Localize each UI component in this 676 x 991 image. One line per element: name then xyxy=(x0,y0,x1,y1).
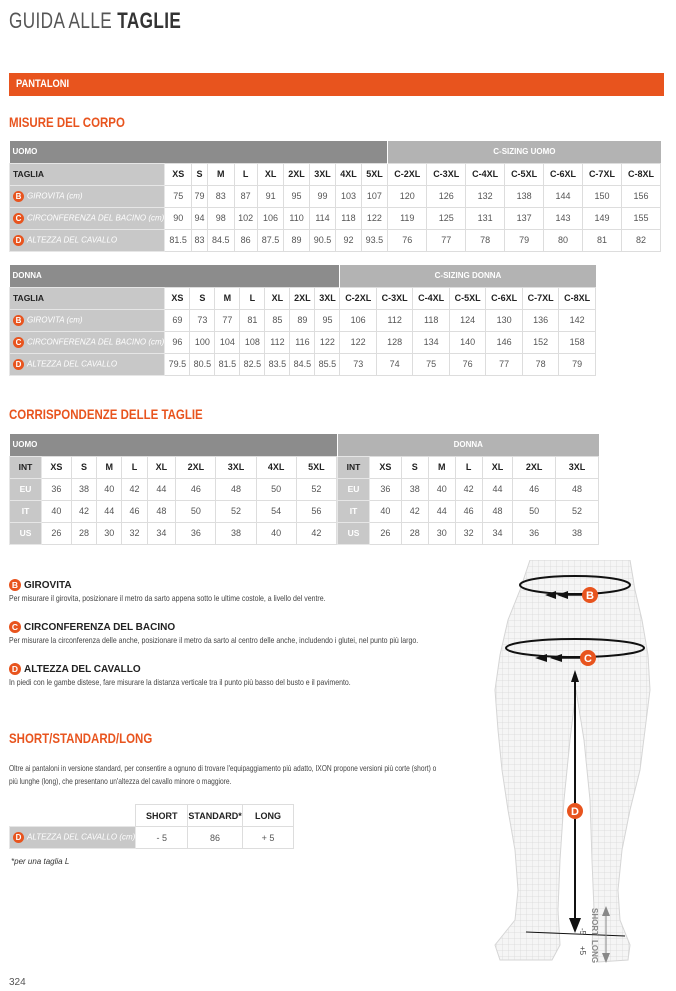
table-cell: 52 xyxy=(296,478,336,500)
row-label xyxy=(10,353,165,375)
table-cell: 50 xyxy=(256,478,296,500)
size-column-header: 3XL xyxy=(556,456,599,478)
table-cell: 132 xyxy=(466,185,505,207)
table-cell: 78 xyxy=(522,353,558,375)
size-column-header: M xyxy=(215,287,240,309)
table-cell: 32 xyxy=(122,522,147,544)
badge-d-icon: D xyxy=(13,359,24,370)
table-cell: 73 xyxy=(190,309,215,331)
size-column-header: C-4XL xyxy=(466,163,505,185)
size-column-header: XS xyxy=(165,163,192,185)
row-label: EU xyxy=(10,478,42,500)
table-cell: 32 xyxy=(455,522,482,544)
section-title-body-measures: MISURE DEL CORPO xyxy=(9,114,125,130)
long-label: LONG xyxy=(590,940,599,964)
table-cell: 96 xyxy=(165,331,190,353)
category-band xyxy=(9,73,664,96)
table-cell: 106 xyxy=(340,309,376,331)
table-cell: 79 xyxy=(559,353,596,375)
size-column-header: 3XL xyxy=(315,287,340,309)
table-cell: 42 xyxy=(122,478,147,500)
size-column-header: 2XL xyxy=(513,456,556,478)
category-label: PANTALONI xyxy=(16,78,70,90)
table-row xyxy=(10,478,337,500)
table-cell: 48 xyxy=(482,500,513,522)
size-header-row xyxy=(10,456,337,478)
table-cell: 110 xyxy=(284,207,309,229)
table-cell: 28 xyxy=(71,522,96,544)
badge-d-icon: D xyxy=(13,832,24,843)
table-cell: 38 xyxy=(556,522,599,544)
badge-b-icon: B xyxy=(9,579,21,591)
table-cell: 90.5 xyxy=(309,229,336,251)
table-cell: 50 xyxy=(176,500,216,522)
table-cell: 38 xyxy=(401,478,428,500)
row-label: EU xyxy=(338,478,370,500)
section-title-correspondence: CORRISPONDENZE DELLE TAGLIE xyxy=(9,406,203,422)
badge-d-icon: D xyxy=(571,806,579,818)
size-column-header: 2XL xyxy=(176,456,216,478)
table-cell: 48 xyxy=(147,500,176,522)
table-cell: 137 xyxy=(505,207,544,229)
table-cell: 46 xyxy=(513,478,556,500)
table-cell: 81 xyxy=(582,229,621,251)
table-body-measures-donna xyxy=(9,265,596,376)
table-cell: 26 xyxy=(370,522,402,544)
table-cell: 44 xyxy=(147,478,176,500)
table-cell: 114 xyxy=(309,207,336,229)
row-label-text: CIRCONFERENZA DEL BACINO (cm) xyxy=(27,337,165,347)
description-title: GIROVITA xyxy=(24,579,72,591)
short-label: SHORT xyxy=(590,908,599,936)
table-row xyxy=(10,500,337,522)
table-lengths xyxy=(9,804,294,849)
size-column-header: 2XL xyxy=(284,163,309,185)
size-column-header: S xyxy=(192,163,208,185)
table-cell: 131 xyxy=(466,207,505,229)
row-label: US xyxy=(338,522,370,544)
table-cell: 95 xyxy=(315,309,340,331)
group-label: UOMO xyxy=(10,434,337,456)
table-cell: 112 xyxy=(265,331,290,353)
description-text: Per misurare la circonferenza delle anche, posizionare il metro da sarto al centro delle anche, includendo i glutei, nel punto più largo. xyxy=(9,635,419,645)
row-label xyxy=(10,185,165,207)
table-cell: 107 xyxy=(361,185,388,207)
row-label: IT xyxy=(338,500,370,522)
size-column-header: M xyxy=(97,456,122,478)
badge-d-icon: D xyxy=(13,235,24,246)
group-row xyxy=(10,434,337,456)
group-label: DONNA xyxy=(10,265,340,287)
table-cell: 119 xyxy=(388,207,427,229)
size-column-header: C-5XL xyxy=(449,287,485,309)
table-cell: 46 xyxy=(455,500,482,522)
table-cell: 90 xyxy=(165,207,192,229)
value-standard: 86 xyxy=(188,827,243,849)
table-cell: 122 xyxy=(315,331,340,353)
legs-figure xyxy=(490,560,676,980)
plus-label: +5 xyxy=(578,946,587,956)
table-cell: 52 xyxy=(216,500,256,522)
size-header-row xyxy=(10,287,596,309)
table-cell: 89 xyxy=(290,309,315,331)
table-cell: 134 xyxy=(413,331,449,353)
size-column-header: 5XL xyxy=(296,456,336,478)
table-cell: 94 xyxy=(192,207,208,229)
table-cell: 38 xyxy=(216,522,256,544)
table-cell: 40 xyxy=(428,478,455,500)
table-cell: 146 xyxy=(486,331,522,353)
table-body-measures-uomo xyxy=(9,141,661,252)
table-cell: 83 xyxy=(207,185,234,207)
table-cell: 144 xyxy=(544,185,583,207)
badge-b-icon: B xyxy=(13,315,24,326)
table-cell: 36 xyxy=(370,478,402,500)
table-cell: 73 xyxy=(340,353,376,375)
table-cell: 156 xyxy=(621,185,660,207)
table-row xyxy=(10,353,596,375)
table-cell: 87.5 xyxy=(257,229,284,251)
badge-c-icon: C xyxy=(9,621,21,633)
table-cell: 82.5 xyxy=(240,353,265,375)
table-cell: 86 xyxy=(234,229,257,251)
table-cell: 34 xyxy=(147,522,176,544)
badge-d-icon: D xyxy=(9,663,21,675)
table-cell: 30 xyxy=(97,522,122,544)
row-label-text: CIRCONFERENZA DEL BACINO (cm) xyxy=(27,213,165,223)
table-cell: 40 xyxy=(97,478,122,500)
table-cell: 76 xyxy=(388,229,427,251)
table-cell: 26 xyxy=(42,522,72,544)
size-column-header: C-3XL xyxy=(427,163,466,185)
size-column-header: 4XL xyxy=(256,456,296,478)
size-column-header: 4XL xyxy=(336,163,361,185)
description-text: Per misurare il girovita, posizionare il metro da sarto appena sotto le ultime costole, a livello del ventre. xyxy=(9,593,326,603)
page-title-bold: TAGLIE xyxy=(117,8,182,33)
footnote: *per una taglia L xyxy=(11,857,70,866)
table-row xyxy=(10,331,596,353)
table-cell: 152 xyxy=(522,331,558,353)
badge-b-icon: B xyxy=(586,590,594,602)
table-row xyxy=(10,522,337,544)
table-cell: 79 xyxy=(505,229,544,251)
table-cell: 28 xyxy=(401,522,428,544)
table-cell: 124 xyxy=(449,309,485,331)
table-row xyxy=(338,478,599,500)
size-column-header: L xyxy=(455,456,482,478)
table-cell: 89 xyxy=(284,229,309,251)
size-column-header: C-8XL xyxy=(559,287,596,309)
table-cell: 104 xyxy=(215,331,240,353)
description-girovita xyxy=(9,579,489,603)
table-cell: 44 xyxy=(482,478,513,500)
value-long: + 5 xyxy=(242,827,293,849)
table-cell: 85 xyxy=(265,309,290,331)
table-cell: 143 xyxy=(544,207,583,229)
group-row xyxy=(10,141,661,163)
description-title: ALTEZZA DEL CAVALLO xyxy=(24,663,141,675)
size-column-header: C-2XL xyxy=(340,287,376,309)
csizing-label: C-SIZING UOMO xyxy=(388,141,661,163)
row-label-text: GIROVITA (cm) xyxy=(27,315,83,325)
table-cell: 69 xyxy=(165,309,190,331)
table-cell: 83.5 xyxy=(265,353,290,375)
table-row xyxy=(10,185,661,207)
table-cell: 84.5 xyxy=(290,353,315,375)
table-cell: 30 xyxy=(428,522,455,544)
table-cell: 77 xyxy=(215,309,240,331)
table-cell: 48 xyxy=(216,478,256,500)
table-cell: 54 xyxy=(256,500,296,522)
size-column-header: C-5XL xyxy=(505,163,544,185)
empty-cell xyxy=(10,805,136,827)
table-correspondence-uomo xyxy=(9,434,337,545)
group-label: DONNA xyxy=(338,434,599,456)
size-column-header: M xyxy=(207,163,234,185)
table-cell: 77 xyxy=(486,353,522,375)
col-short: SHORT xyxy=(136,805,188,827)
table-cell: 122 xyxy=(361,207,388,229)
table-cell: 120 xyxy=(388,185,427,207)
table-cell: 98 xyxy=(207,207,234,229)
description-text: In piedi con le gambe distese, fare misurare la distanza verticale tra il punto più basso del busto e il pavimento. xyxy=(9,677,351,687)
minus-label: -5 xyxy=(578,928,587,936)
table-cell: 142 xyxy=(559,309,596,331)
size-column-header: C-2XL xyxy=(388,163,427,185)
size-column-header: C-6XL xyxy=(486,287,522,309)
col-standard: STANDARD* xyxy=(188,805,243,827)
table-cell: 81.5 xyxy=(215,353,240,375)
row-label: IT xyxy=(10,500,42,522)
table-cell: 81.5 xyxy=(165,229,192,251)
table-cell: 46 xyxy=(122,500,147,522)
int-header: INT xyxy=(338,456,370,478)
int-header: INT xyxy=(10,456,42,478)
size-column-header: M xyxy=(428,456,455,478)
table-cell: 100 xyxy=(190,331,215,353)
table-cell: 91 xyxy=(257,185,284,207)
table-cell: 36 xyxy=(513,522,556,544)
table-cell: 80 xyxy=(544,229,583,251)
size-column-header: 2XL xyxy=(290,287,315,309)
size-column-header: XL xyxy=(257,163,284,185)
value-short: - 5 xyxy=(136,827,188,849)
table-cell: 108 xyxy=(240,331,265,353)
table-cell: 158 xyxy=(559,331,596,353)
table-cell: 116 xyxy=(290,331,315,353)
badge-c-icon: C xyxy=(584,653,592,665)
table-cell: 40 xyxy=(42,500,72,522)
table-cell: 99 xyxy=(309,185,336,207)
row-label-text: ALTEZZA DEL CAVALLO xyxy=(27,359,118,369)
table-cell: 42 xyxy=(401,500,428,522)
size-column-header: C-3XL xyxy=(376,287,412,309)
table-cell: 79.5 xyxy=(165,353,190,375)
table-cell: 102 xyxy=(234,207,257,229)
table-cell: 36 xyxy=(176,522,216,544)
table-cell: 130 xyxy=(486,309,522,331)
table-cell: 126 xyxy=(427,185,466,207)
table-cell: 36 xyxy=(42,478,72,500)
table-row xyxy=(10,229,661,251)
table-cell: 155 xyxy=(621,207,660,229)
row-label xyxy=(10,207,165,229)
group-label: UOMO xyxy=(10,141,388,163)
size-column-header: XS xyxy=(165,287,190,309)
size-column-header: XS xyxy=(42,456,72,478)
table-row xyxy=(10,309,596,331)
row-label-text: ALTEZZA DEL CAVALLO (cm) xyxy=(27,832,136,842)
table-cell: 112 xyxy=(376,309,412,331)
table-cell: 56 xyxy=(296,500,336,522)
table-cell: 78 xyxy=(466,229,505,251)
size-header: TAGLIA xyxy=(10,163,165,185)
table-row xyxy=(10,207,661,229)
table-cell: 81 xyxy=(240,309,265,331)
lengths-intro: Oltre ai pantaloni in versione standard, per consentire a ognuno di trovare l'equipaggiamento più adatto, IXON propone versioni più corte (short) o più lunghe (long), che presentano un'altezza del cavallo minore o maggiore. xyxy=(9,763,437,786)
row-label xyxy=(10,331,165,353)
table-cell: 140 xyxy=(449,331,485,353)
table-cell: 40 xyxy=(256,522,296,544)
table-cell: 77 xyxy=(427,229,466,251)
badge-b-icon: B xyxy=(13,191,24,202)
size-column-header: S xyxy=(71,456,96,478)
size-column-header: C-6XL xyxy=(544,163,583,185)
table-cell: 125 xyxy=(427,207,466,229)
size-column-header: C-8XL xyxy=(621,163,660,185)
table-cell: 106 xyxy=(257,207,284,229)
csizing-label: C-SIZING DONNA xyxy=(340,265,596,287)
table-cell: 85.5 xyxy=(315,353,340,375)
table-cell: 82 xyxy=(621,229,660,251)
table-cell: 118 xyxy=(413,309,449,331)
size-column-header: C-7XL xyxy=(522,287,558,309)
size-column-header: S xyxy=(190,287,215,309)
table-cell: 87 xyxy=(234,185,257,207)
size-column-header: S xyxy=(401,456,428,478)
table-cell: 149 xyxy=(582,207,621,229)
size-column-header: L xyxy=(122,456,147,478)
table-cell: 34 xyxy=(482,522,513,544)
table-cell: 48 xyxy=(556,478,599,500)
table-cell: 44 xyxy=(97,500,122,522)
page-title-light: GUIDA ALLE xyxy=(9,8,118,33)
table-cell: 80.5 xyxy=(190,353,215,375)
page-title xyxy=(9,8,181,34)
table-cell: 138 xyxy=(505,185,544,207)
table-cell: 93.5 xyxy=(361,229,388,251)
size-column-header: L xyxy=(240,287,265,309)
table-cell: 122 xyxy=(340,331,376,353)
badge-c-icon: C xyxy=(13,213,24,224)
table-cell: 52 xyxy=(556,500,599,522)
table-cell: 95 xyxy=(284,185,309,207)
table-cell: 42 xyxy=(296,522,336,544)
table-cell: 40 xyxy=(370,500,402,522)
group-row xyxy=(338,434,599,456)
table-row xyxy=(338,522,599,544)
size-column-header: XL xyxy=(265,287,290,309)
table-cell: 38 xyxy=(71,478,96,500)
table-cell: 136 xyxy=(522,309,558,331)
row-label xyxy=(10,827,136,849)
table-cell: 92 xyxy=(336,229,361,251)
table-cell: 46 xyxy=(176,478,216,500)
description-bacino xyxy=(9,621,489,645)
row-label-text: GIROVITA (cm) xyxy=(27,191,83,201)
size-column-header: 5XL xyxy=(361,163,388,185)
size-column-header: C-7XL xyxy=(582,163,621,185)
table-cell: 75 xyxy=(413,353,449,375)
size-column-header: XL xyxy=(482,456,513,478)
size-header: TAGLIA xyxy=(10,287,165,309)
table-cell: 103 xyxy=(336,185,361,207)
row-label: US xyxy=(10,522,42,544)
group-row xyxy=(10,265,596,287)
size-header-row xyxy=(10,163,661,185)
size-column-header: 3XL xyxy=(309,163,336,185)
size-column-header: L xyxy=(234,163,257,185)
size-column-header: 3XL xyxy=(216,456,256,478)
badge-c-icon: C xyxy=(13,337,24,348)
size-header-row xyxy=(338,456,599,478)
table-cell: 84.5 xyxy=(207,229,234,251)
table-cell: 76 xyxy=(449,353,485,375)
table-cell: 75 xyxy=(165,185,192,207)
size-column-header: C-4XL xyxy=(413,287,449,309)
table-row xyxy=(338,500,599,522)
section-title-lengths: SHORT/STANDARD/LONG xyxy=(9,730,153,746)
table-cell: 74 xyxy=(376,353,412,375)
size-column-header: XS xyxy=(370,456,402,478)
table-cell: 128 xyxy=(376,331,412,353)
table-cell: 118 xyxy=(336,207,361,229)
table-cell: 79 xyxy=(192,185,208,207)
description-cavallo xyxy=(9,663,489,687)
table-correspondence-donna xyxy=(337,434,599,545)
row-label xyxy=(10,309,165,331)
table-cell: 50 xyxy=(513,500,556,522)
table-cell: 150 xyxy=(582,185,621,207)
size-column-header: XL xyxy=(147,456,176,478)
table-cell: 44 xyxy=(428,500,455,522)
table-cell: 42 xyxy=(71,500,96,522)
body-silhouette xyxy=(495,560,650,962)
row-label xyxy=(10,229,165,251)
table-cell: 83 xyxy=(192,229,208,251)
description-title: CIRCONFERENZA DEL BACINO xyxy=(24,621,176,633)
row-label-text: ALTEZZA DEL CAVALLO xyxy=(27,235,118,245)
table-cell: 42 xyxy=(455,478,482,500)
col-long: LONG xyxy=(242,805,293,827)
page-number: 324 xyxy=(9,977,26,988)
